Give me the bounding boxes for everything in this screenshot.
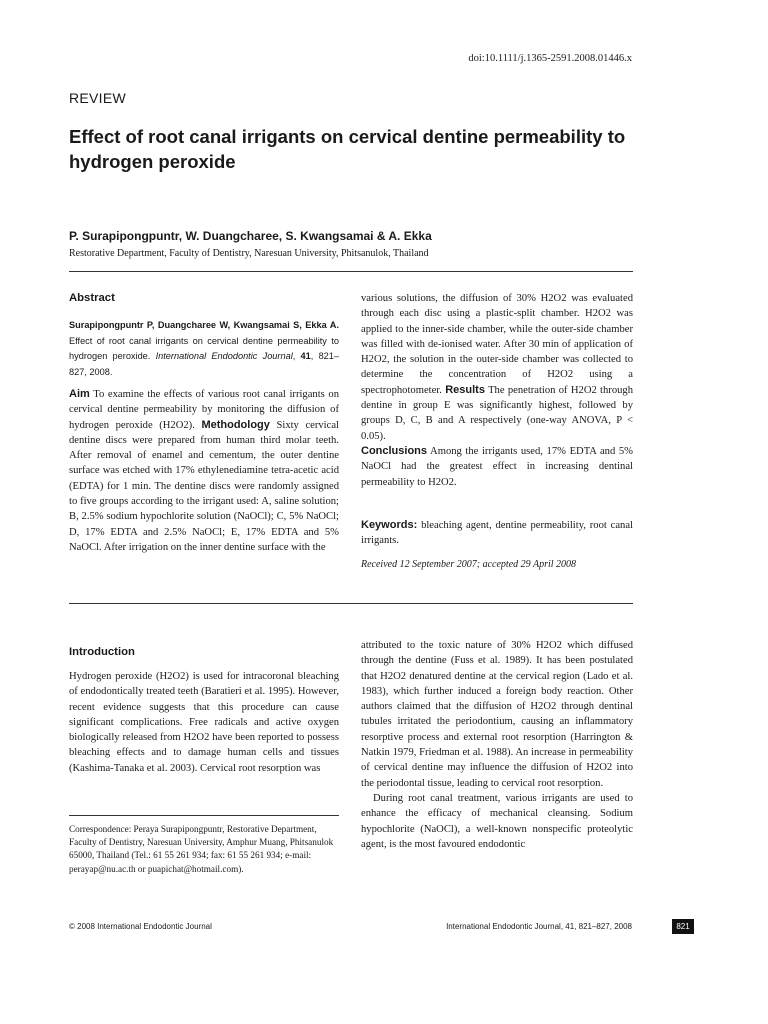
results-text: The penetration of H2O2 through dentine in group E was significantly highest, followed by groups D, C, B and A respectively (one-way ANOVA, P < 0.05). bbox=[361, 384, 634, 442]
keywords-label: Keywords: bbox=[361, 519, 418, 531]
introduction-heading: Introduction bbox=[69, 646, 135, 658]
keywords bbox=[361, 518, 633, 549]
article-title: Effect of root canal irrigants on cervical dentine permeability to hydrogen peroxide bbox=[69, 126, 626, 172]
introduction-left-column: Hydrogen peroxide (H2O2) is used for intracoronal bleaching of endodontically treated teeth (Baratieri et al. 1995). However, recent evidence suggests that this procedure can cause significant complications. Free radicals and active oxygen biologically released from H2O2 have been reported to possess bleaching effects and to damage human cells and tissues (Kashima-Tanaka et al. 2003). Cervical root resorption was bbox=[69, 671, 339, 774]
received-dates: Received 12 September 2007; accepted 29 April 2008 bbox=[361, 559, 577, 570]
footer-journal-ref: International Endodontic Journal, 41, 821–827, 2008 bbox=[446, 922, 632, 931]
abstract-citation: Surapipongpuntr P, Duangcharee W, Kwangsamai S, Ekka A. Effect of root canal irrigants on cervical dentine permeability to hydrogen peroxide. International Endodontic Journal, 41, 821–827, 2008. bbox=[69, 320, 340, 378]
affiliation: Restorative Department, Faculty of Dentistry, Naresuan University, Phitsanulok, Thailand bbox=[69, 248, 429, 259]
author-list: P. Surapipongpuntr, W. Duangcharee, S. Kwangsamai & A. Ekka bbox=[69, 229, 432, 243]
methodology-text: Sixty cervical dentine discs were prepared from human third molar teeth. After removal of enamel and cementum, the outer dentine surface was etched with 17% ethylenediamine tetra-acetic acid (EDTA) for 1 min. The dentine discs were randomly assigned to five groups according to the irrigant used: A, saline solution; B, 2.5% sodium hypochlorite solution (NaOCl); C, 5% NaOCl; D, 17% EDTA and 2.5% NaOCl; E, 17% EDTA and 5% NaOCl. After irrigation on the inner dentine surface with the bbox=[69, 419, 339, 553]
top-divider bbox=[69, 271, 633, 272]
abstract-divider bbox=[69, 603, 633, 604]
abstract-body-continued bbox=[361, 291, 633, 490]
citation-title: Effect of root canal irrigants on cervical dentine permeability to hydrogen peroxide. bbox=[69, 335, 339, 362]
correspondence-note: Correspondence: Peraya Surapipongpuntr, Restorative Department, Faculty of Dentistry, Naresuan University, Amphur Muang, Phitsanulok 65000, Thailand (Tel.: 61 55 261 934; fax: 61 55 261 934; e-mail: perayap@nu.ac.th or puapichat@hotmail.com). bbox=[69, 824, 334, 874]
page-number-badge: 821 bbox=[672, 919, 694, 934]
aim-label: Aim bbox=[69, 388, 90, 400]
conclusions-label: Conclusions bbox=[361, 444, 428, 457]
section-label: REVIEW bbox=[69, 90, 127, 106]
footer-copyright: © 2008 International Endodontic Journal bbox=[69, 922, 212, 931]
conclusions-text: Among the irrigants used, 17% EDTA and 5% NaOCl had the greatest effect in increasing dentinal permeability to H2O2. bbox=[361, 445, 633, 488]
aim-text: To examine the effects of various root canal irrigants on cervical dentine permeability by monitoring the diffusion of hydrogen peroxide (H2O2). bbox=[69, 389, 339, 431]
keywords-text: bleaching agent, dentine permeability, root canal irrigants. bbox=[361, 520, 633, 547]
citation-pages: , 821–827, 2008. bbox=[69, 351, 340, 378]
citation-authors: Surapipongpuntr P, Duangcharee W, Kwangsamai S, Ekka A. bbox=[69, 320, 339, 330]
citation-volume: 41 bbox=[300, 351, 311, 362]
introduction-right-column bbox=[361, 638, 633, 852]
methodology-label: Methodology bbox=[201, 418, 270, 431]
introduction-paragraph: During root canal treatment, various irrigants are used to enhance the efficacy of mechanical cleansing. Sodium hypochlorite (NaOCl), a well-known nonspecific proteolytic agent, is the most favoured endodontic bbox=[361, 792, 633, 850]
abstract-body bbox=[69, 387, 339, 555]
abstract-heading: Abstract bbox=[69, 292, 115, 304]
results-lead-in: various solutions, the diffusion of 30% H2O2 was evaluated through each disc using a plastic-split chamber. H2O2 was applied to the inner-side chamber, while the outer-side chamber was filled with de-ionised water. After 30 min of application of H2O2, the solution in the outer-side chamber was collected to determine the concentration of H2O2 using a spectrophotometer. bbox=[361, 293, 633, 396]
introduction-paragraph: attributed to the toxic nature of 30% H2O2 which diffused through the dentine (Fuss et al. 1989). It has been postulated that H2O2 denatured dentine at the cervical region (Lado et al. 1983), which further induced a foreign body reaction. Other authors claimed that the diffusion of H2O2 through dentinal tubules irritated the periodontium, causing an inflammatory resorptive process and external root resorption (Harrington & Natkin 1979, Friedman et al. 1988). An increase in permeability of cervical dentine may influence the diffusion of H2O2 into the periodontal tissue, leading to cervical root resorption. bbox=[361, 640, 633, 789]
correspondence-divider bbox=[69, 815, 339, 816]
results-label: Results bbox=[445, 383, 485, 396]
doi: doi:10.1111/j.1365-2591.2008.01446.x bbox=[468, 53, 632, 64]
citation-journal: International Endodontic Journal bbox=[155, 351, 293, 362]
